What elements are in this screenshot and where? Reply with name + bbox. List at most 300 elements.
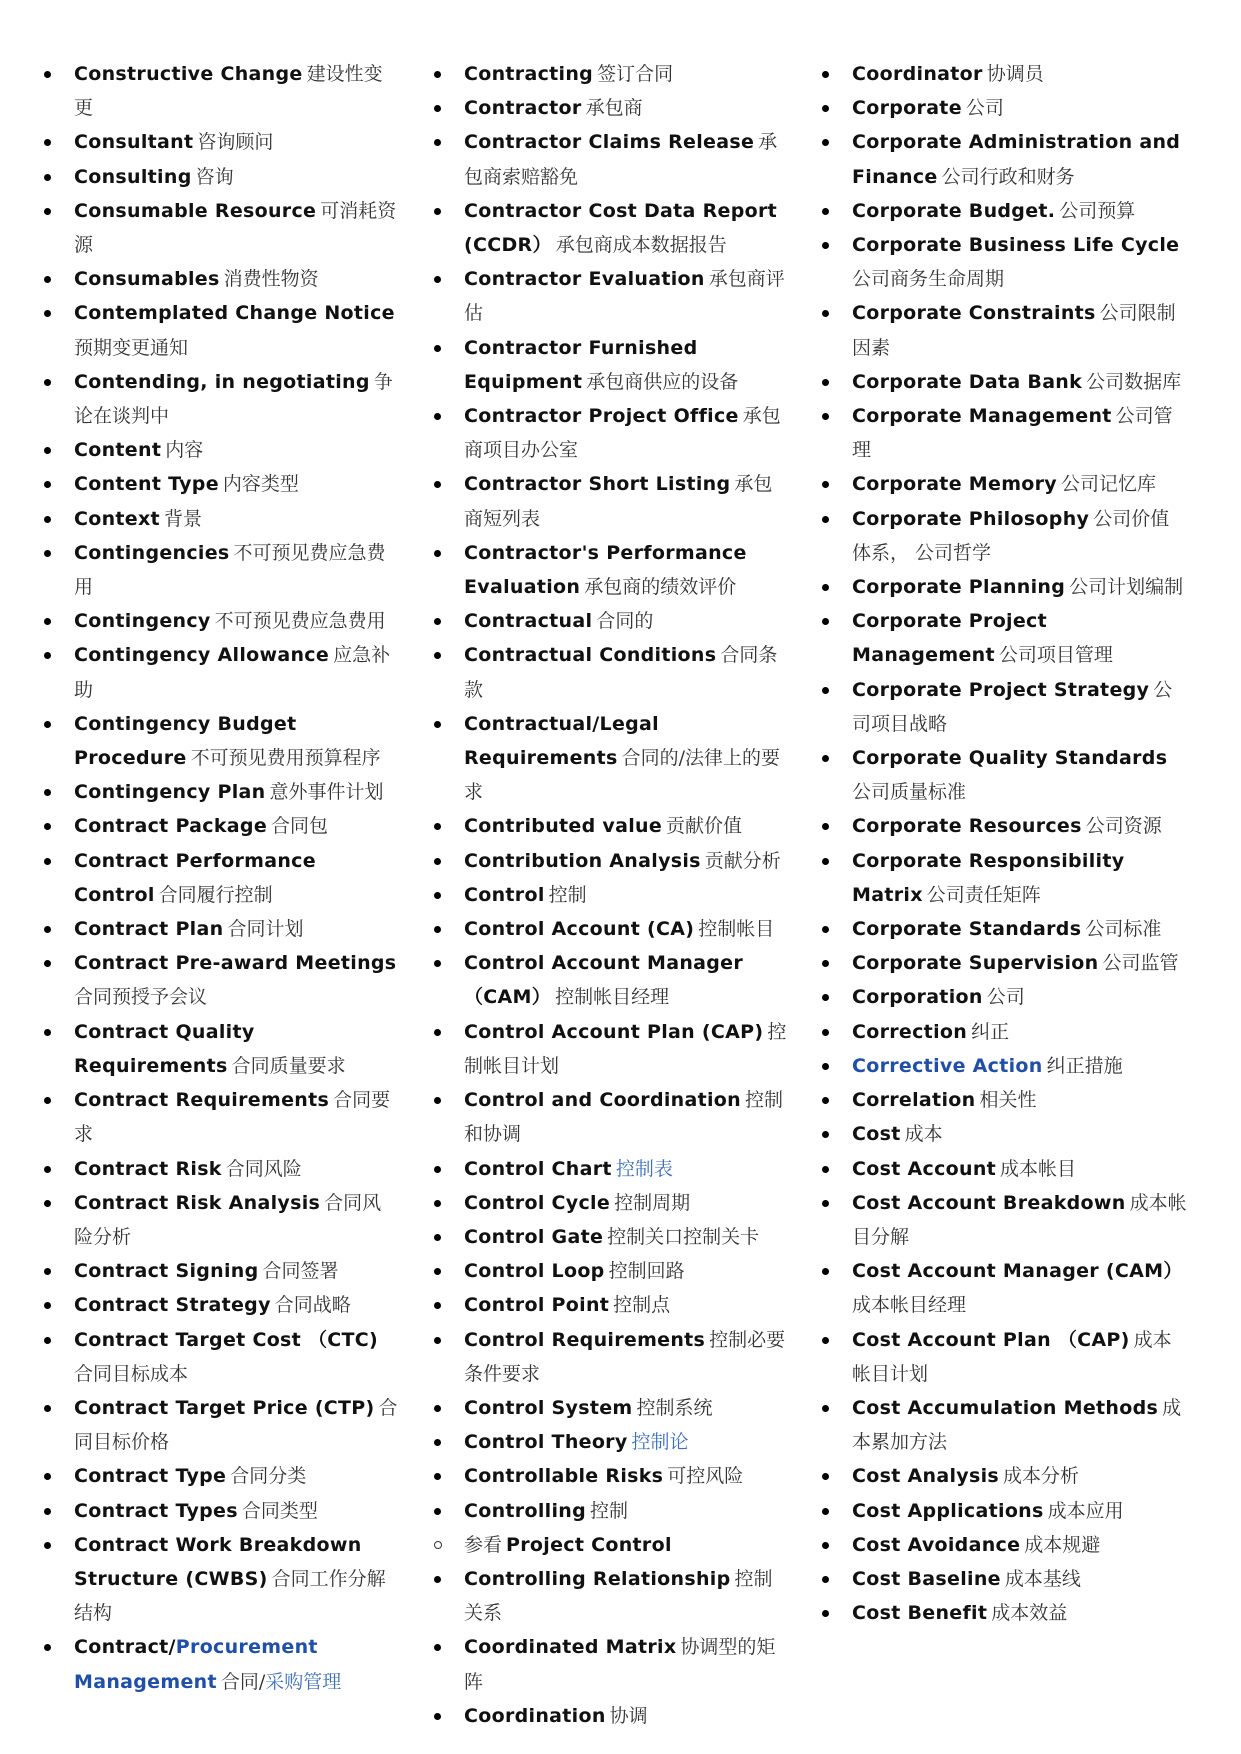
bullet-icon [822, 1576, 829, 1583]
glossary-entry [818, 845, 1188, 913]
term-english: Contractual Conditions [464, 644, 717, 667]
bullet-icon [434, 652, 441, 659]
glossary-entry [430, 126, 790, 194]
bullet-icon [44, 174, 51, 181]
term-english: Contracting [464, 63, 594, 85]
glossary-entry [430, 1221, 790, 1255]
term-chinese: 成本帐目经理 [852, 1294, 967, 1317]
glossary-entry [818, 1050, 1188, 1084]
term-chinese: 控制关系 [464, 1567, 773, 1625]
bullet-icon [434, 1473, 441, 1480]
glossary-entry [818, 400, 1188, 468]
term-chinese: 合同分类 [230, 1465, 307, 1488]
bullet-icon [434, 1576, 441, 1583]
term-chinese: 协调型的矩阵 [464, 1636, 776, 1693]
term-chinese: 合同履行控制 [158, 883, 273, 906]
glossary-entry [430, 1631, 790, 1699]
term-chinese: 成本帐目 [1000, 1157, 1077, 1180]
glossary-entry [818, 126, 1188, 194]
term-chinese: 贡献分析 [704, 849, 781, 872]
glossary-entry [818, 605, 1188, 673]
term-chinese: 公司资源 [1085, 815, 1162, 838]
term-chinese: 控制回路 [608, 1260, 685, 1283]
term-chinese: 成本应用 [1047, 1499, 1124, 1522]
glossary-entry [430, 400, 790, 468]
glossary-entry [818, 913, 1188, 947]
glossary-entry [818, 1529, 1188, 1563]
glossary-entry [40, 1460, 400, 1494]
bullet-icon [434, 208, 441, 215]
bullet-icon [434, 1268, 441, 1275]
term-chinese: 合同战略 [274, 1294, 351, 1317]
term-chinese: 协调员 [986, 63, 1044, 85]
glossary-entry [430, 468, 790, 536]
glossary-entry [430, 332, 790, 400]
glossary-entry [40, 1255, 400, 1289]
bullet-icon [44, 447, 51, 454]
term-chinese: 消费性物资 [223, 268, 319, 291]
term-english: Consulting [74, 165, 192, 188]
bullet-icon [822, 687, 829, 694]
glossary-entry [40, 537, 400, 605]
term-chinese: 公司责任矩阵 [926, 883, 1041, 906]
bullet-icon [822, 926, 829, 933]
glossary-entry [818, 1563, 1188, 1597]
term-english: Corporate Project Strategy [852, 678, 1150, 701]
term-chinese: 公司项目战略 [852, 678, 1173, 735]
bullet-icon [822, 208, 829, 215]
glossary-entry [430, 1187, 790, 1221]
glossary-entry [430, 1016, 790, 1084]
bullet-icon [44, 1405, 51, 1412]
term-english: Control Requirements [464, 1328, 706, 1351]
glossary-entry [430, 1426, 790, 1460]
term-chinese: 签订合同 [597, 63, 674, 85]
bullet-icon [44, 276, 51, 283]
term-chinese: 合同签署 [262, 1260, 339, 1283]
glossary-entry [818, 1324, 1188, 1392]
term-chinese: 纠正措施 [1046, 1054, 1123, 1077]
term-chinese: 成本基线 [1004, 1567, 1081, 1590]
bullet-icon [44, 1473, 51, 1480]
term-english: Corporate Management [852, 405, 1112, 428]
term-english: Corporate Quality Standards [852, 747, 1168, 770]
bullet-icon [822, 1097, 829, 1104]
term-chinese: 协调 [609, 1704, 648, 1727]
glossary-entry [430, 1495, 790, 1529]
glossary-entry [430, 195, 790, 263]
term-english: Cost Avoidance [852, 1533, 1021, 1556]
term-english: Contractor [464, 97, 582, 120]
term-english: Contending, in negotiating [74, 370, 370, 393]
bullet-icon [434, 413, 441, 420]
term-chinese: 意外事件计划 [269, 781, 384, 804]
term-chinese: 合同/ [220, 1670, 266, 1693]
term-english: Contractor Claims Release [464, 131, 755, 154]
term-english: Contemplated Change Notice [74, 302, 395, 325]
glossary-entry [430, 1392, 790, 1426]
glossary-entry [40, 1529, 400, 1632]
term-english: Cost Accumulation Methods [852, 1396, 1159, 1419]
glossary-entry [40, 776, 400, 810]
glossary-entry [40, 1153, 400, 1187]
term-english: Corporate Planning [852, 576, 1066, 599]
glossary-entry [818, 58, 1188, 92]
term-chinese: 可控风险 [667, 1465, 744, 1488]
glossary-entry [430, 1460, 790, 1494]
glossary-entry [430, 879, 790, 913]
term-chinese: 公司计划编制 [1069, 576, 1184, 599]
term-english: Corporate Standards [852, 918, 1082, 941]
bullet-icon [44, 1542, 51, 1549]
glossary-entry [40, 58, 400, 126]
term-english: Contract Performance Control [74, 849, 316, 906]
term-english: Control Account Plan (CAP) [464, 1020, 764, 1043]
bullet-icon [434, 105, 441, 112]
bullet-icon [822, 481, 829, 488]
term-chinese: 合同的 [596, 610, 654, 633]
term-chinese: 公司监管 [1102, 952, 1179, 975]
bullet-icon [434, 1405, 441, 1412]
glossary-entry [430, 263, 790, 331]
bullet-icon [44, 208, 51, 215]
term-english: Contract Requirements [74, 1089, 330, 1112]
term-chinese-link[interactable]: 采购管理 [265, 1670, 342, 1693]
term-english: Contract Risk [74, 1157, 222, 1180]
bullet-icon [44, 1200, 51, 1207]
term-chinese: 公司 [965, 97, 1004, 120]
glossary-entry [430, 1153, 790, 1187]
term-english: Corporate Philosophy [852, 507, 1090, 530]
glossary-entry [430, 1324, 790, 1392]
term-english: Corporate Project Management [852, 610, 1047, 667]
term-chinese: 公司标准 [1085, 918, 1162, 941]
term-english: Controlling Relationship [464, 1567, 731, 1590]
bullet-icon [822, 994, 829, 1001]
bullet-icon [822, 1337, 829, 1344]
term-english: Contract Plan [74, 918, 224, 941]
bullet-icon [822, 1063, 829, 1070]
term-chinese: 成本 [904, 1123, 943, 1146]
glossary-entry [40, 639, 400, 707]
glossary-entry [430, 639, 790, 707]
term-chinese: 不可预见费用预算程序 [190, 747, 381, 770]
term-chinese: 公司数据库 [1086, 370, 1182, 393]
term-chinese: 内容类型 [222, 473, 299, 496]
term-chinese: 合同目标成本 [74, 1362, 189, 1385]
see-also-label: 参看 [464, 1533, 503, 1556]
bullet-icon [44, 789, 51, 796]
term-chinese: 预期变更通知 [74, 336, 189, 359]
glossary-entry [818, 195, 1188, 229]
term-chinese: 公司 [986, 986, 1025, 1009]
glossary-entry [818, 1495, 1188, 1529]
bullet-icon [44, 71, 51, 78]
term-english: Correlation [852, 1089, 976, 1112]
bullet-icon [822, 105, 829, 112]
term-chinese: 控制 [548, 883, 587, 906]
term-chinese: 控制关口控制关卡 [607, 1225, 760, 1248]
bullet-icon [44, 1029, 51, 1036]
bullet-icon [44, 310, 51, 317]
bullet-icon [434, 276, 441, 283]
glossary-column-3 [818, 58, 1188, 1631]
bullet-icon [44, 652, 51, 659]
term-chinese: 承包商评估 [464, 268, 785, 325]
bullet-icon [822, 310, 829, 317]
term-english: Control Point [464, 1294, 610, 1317]
glossary-entry [818, 1460, 1188, 1494]
bullet-icon [434, 618, 441, 625]
term-english: Coordination [464, 1704, 606, 1727]
glossary-entry [430, 605, 790, 639]
glossary-entry [430, 1084, 790, 1152]
term-chinese-link[interactable]: 控制论 [631, 1431, 689, 1454]
bullet-icon [44, 379, 51, 386]
glossary-entry [40, 297, 400, 365]
term-english: Contractor Short Listing [464, 473, 731, 496]
glossary-entry [818, 1255, 1188, 1323]
glossary-entry [40, 1392, 400, 1460]
bullet-icon [434, 1644, 441, 1651]
term-chinese: 控制点 [613, 1294, 671, 1317]
bullet-icon [822, 960, 829, 967]
bullet-icon [822, 242, 829, 249]
glossary-entry [430, 1700, 790, 1734]
term-chinese: 公司限制因素 [852, 302, 1176, 359]
term-english: Content [74, 439, 162, 462]
term-english: Content Type [74, 473, 219, 496]
bullet-icon [822, 71, 829, 78]
term-chinese: 合同质量要求 [231, 1054, 346, 1077]
term-english: Control Chart [464, 1157, 612, 1180]
term-chinese: 公司项目管理 [998, 644, 1113, 667]
term-english: Contract Target Cost （CTC) [74, 1328, 378, 1351]
term-english: Coordinator [852, 63, 983, 85]
term-english: Contract/ [74, 1636, 176, 1659]
glossary-entry [818, 1597, 1188, 1631]
term-english: Cost Analysis [852, 1465, 999, 1488]
bullet-icon [822, 1508, 829, 1515]
bullet-icon [44, 1268, 51, 1275]
term-english: Contingency [74, 610, 211, 633]
bullet-icon [822, 413, 829, 420]
term-english: Contract Target Price (CTP) [74, 1396, 375, 1419]
bullet-icon [44, 823, 51, 830]
glossary-entry [40, 1187, 400, 1255]
bullet-icon [434, 1337, 441, 1344]
term-english: Cost Baseline [852, 1567, 1001, 1590]
bullet-icon [44, 721, 51, 728]
glossary-entry [818, 229, 1188, 297]
glossary-entry [430, 913, 790, 947]
term-english: Control Cycle [464, 1191, 611, 1214]
term-english: Control Theory [464, 1431, 628, 1454]
glossary-entry [818, 1187, 1188, 1255]
term-english: Contract Pre-award Meetings [74, 952, 397, 975]
glossary-entry [430, 537, 790, 605]
term-chinese-link[interactable]: 控制表 [615, 1157, 673, 1180]
bullet-icon [822, 139, 829, 146]
term-english: Consumables [74, 268, 220, 291]
term-english: Cost Account Breakdown [852, 1191, 1126, 1214]
term-english: Contractor Evaluation [464, 268, 705, 291]
bullet-icon [434, 345, 441, 352]
term-english: Corporate Business Life Cycle [852, 234, 1180, 257]
bullet-icon [44, 481, 51, 488]
term-chinese: 公司行政和财务 [941, 165, 1075, 188]
glossary-entry [430, 1255, 790, 1289]
term-english: Corporate Supervision [852, 952, 1099, 975]
glossary-entry [430, 92, 790, 126]
glossary-entry [818, 981, 1188, 1015]
bullet-icon [434, 858, 441, 865]
glossary-entry [40, 195, 400, 263]
glossary-entry [40, 947, 400, 1015]
bullet-icon [44, 1097, 51, 1104]
glossary-entry [40, 708, 400, 776]
term-english: Contractor Furnished Equipment [464, 336, 698, 393]
glossary-entry [40, 605, 400, 639]
term-chinese: 成本效益 [991, 1602, 1068, 1625]
glossary-entry [818, 810, 1188, 844]
bullet-icon [434, 1302, 441, 1309]
term-english: Cost [852, 1123, 901, 1146]
term-english: Cost Applications [852, 1499, 1044, 1522]
term-english: Corporate Budget. [852, 199, 1056, 222]
term-chinese: 不可预见费应急费用 [74, 541, 386, 599]
term-english: Consultant [74, 131, 194, 154]
bullet-icon [822, 379, 829, 386]
term-english: Contract Signing [74, 1260, 259, 1283]
bullet-icon [822, 1473, 829, 1480]
term-chinese: 合同风险分析 [74, 1191, 382, 1248]
glossary-entry [40, 503, 400, 537]
term-chinese: 咨询顾问 [197, 131, 274, 154]
bullet-icon [822, 823, 829, 830]
bullet-icon [822, 1029, 829, 1036]
bullet-icon [434, 71, 441, 78]
term-chinese: 承包商成本数据报告 [555, 234, 727, 257]
term-chinese: 公司记忆库 [1061, 473, 1157, 496]
term-chinese: 合同的/法律上的要求 [464, 747, 781, 804]
bullet-icon [434, 139, 441, 146]
glossary-entry [818, 947, 1188, 981]
term-english: Contract Package [74, 815, 267, 838]
term-english: Corporate Responsibility Matrix [852, 849, 1125, 906]
term-chinese: 公司预算 [1059, 199, 1136, 222]
term-chinese: 合同计划 [227, 918, 304, 941]
term-chinese: 承包商 [585, 97, 643, 120]
bullet-icon [822, 858, 829, 865]
term-english: Contractual/Legal Requirements [464, 712, 659, 770]
glossary-entry [40, 1324, 400, 1392]
term-chinese: 争论在谈判中 [74, 370, 393, 428]
term-english: Contract Strategy [74, 1294, 271, 1317]
term-chinese: 控制 [590, 1499, 629, 1522]
bullet-icon [434, 1439, 441, 1446]
glossary-sub-entry [430, 1529, 790, 1563]
glossary-entry [818, 674, 1188, 742]
glossary-entry [40, 434, 400, 468]
bullet-icon [44, 1166, 51, 1173]
term-english: Contract Types [74, 1499, 238, 1522]
bullet-icon [44, 139, 51, 146]
bullet-icon [822, 1166, 829, 1173]
bullet-icon [434, 823, 441, 830]
bullet-icon [434, 960, 441, 967]
term-chinese: 承包商供应的设备 [586, 370, 739, 393]
term-english: Corporate Constraints [852, 302, 1096, 325]
glossary-entry [430, 810, 790, 844]
bullet-icon [434, 1200, 441, 1207]
term-english: Context [74, 507, 160, 530]
glossary-entry [818, 468, 1188, 502]
glossary-entry [430, 947, 790, 1015]
bullet-icon [822, 516, 829, 523]
term-english-link[interactable]: Corrective Action [852, 1054, 1043, 1077]
term-english: Control Loop [464, 1260, 605, 1283]
bullet-icon [434, 1713, 441, 1720]
bullet-icon [434, 1029, 441, 1036]
term-english-link[interactable]: Procurement Management [74, 1636, 318, 1693]
term-chinese: 控制周期 [614, 1191, 691, 1214]
bullet-icon [822, 1542, 829, 1549]
term-english: Corporate Resources [852, 815, 1082, 838]
term-english: Contractor's Performance Evaluation [464, 541, 747, 599]
glossary-entry [818, 1084, 1188, 1118]
glossary-entry [430, 58, 790, 92]
term-english: Project Control [506, 1533, 672, 1556]
glossary-entry [430, 1563, 790, 1631]
glossary-entry [818, 1153, 1188, 1187]
bullet-icon [822, 1610, 829, 1617]
glossary-column-2 [430, 58, 790, 1734]
glossary-entry [40, 1631, 400, 1699]
term-english: Contractual [464, 610, 593, 633]
term-chinese: 合同风险 [225, 1157, 302, 1180]
term-chinese: 合同目标价格 [74, 1396, 398, 1454]
glossary-entry [818, 1392, 1188, 1460]
term-chinese: 背景 [163, 507, 202, 530]
term-chinese: 控制系统 [636, 1396, 713, 1419]
term-chinese: 建设性变更 [74, 63, 383, 120]
term-english: Consumable Resource [74, 199, 317, 222]
glossary-entry [40, 366, 400, 434]
bullet-icon [822, 1131, 829, 1138]
bullet-icon [44, 1302, 51, 1309]
term-chinese: 控制帐目经理 [555, 986, 670, 1009]
term-english: Control Account Manager （CAM） [464, 952, 744, 1009]
bullet-icon [44, 858, 51, 865]
bullet-icon [434, 481, 441, 488]
term-english: Corporate Data Bank [852, 370, 1083, 393]
glossary-entry [818, 742, 1188, 810]
bullet-icon [822, 1268, 829, 1275]
bullet-icon [822, 584, 829, 591]
term-english: Corporate Memory [852, 473, 1057, 496]
glossary-entry [40, 845, 400, 913]
bullet-icon [434, 1097, 441, 1104]
term-english: Control Account (CA) [464, 918, 695, 941]
glossary-entry [818, 92, 1188, 126]
bullet-icon [44, 618, 51, 625]
bullet-icon [44, 1508, 51, 1515]
term-english: Contract Type [74, 1465, 227, 1488]
term-chinese: 公司管理 [852, 405, 1173, 462]
glossary-entry [40, 468, 400, 502]
term-english: Cost Account Plan （CAP) [852, 1328, 1130, 1351]
